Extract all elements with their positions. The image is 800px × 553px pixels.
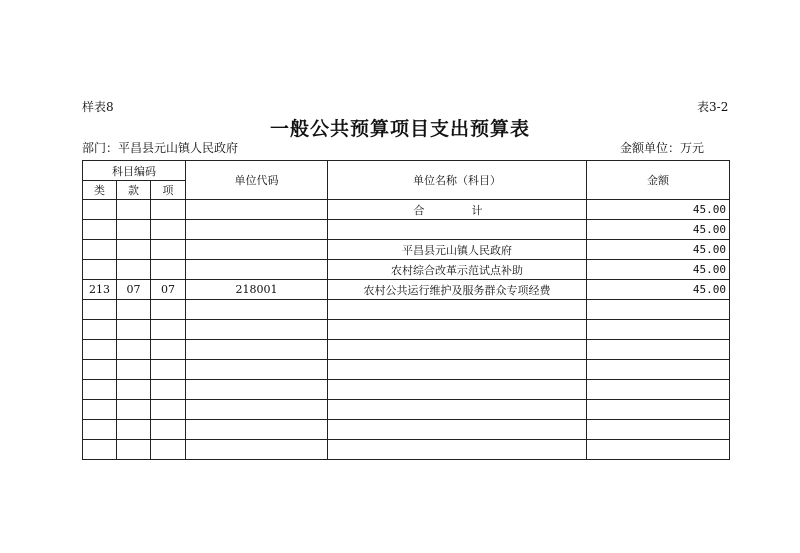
- table-row: [83, 280, 730, 300]
- cell-xiang: [151, 340, 186, 360]
- cell-kuan: [117, 420, 151, 440]
- cell-lei: [83, 240, 117, 260]
- cell-unit-code: [186, 260, 328, 280]
- cell-unit-name: [328, 320, 587, 340]
- header-xiang: 项: [151, 181, 186, 200]
- cell-kuan: [117, 360, 151, 380]
- table-body: [83, 200, 730, 460]
- cell-amount: [587, 440, 730, 460]
- header-lei: 类: [83, 181, 117, 200]
- cell-kuan: [117, 240, 151, 260]
- cell-kuan: [117, 260, 151, 280]
- cell-unit-code: [186, 240, 328, 260]
- cell-amount: [587, 420, 730, 440]
- table-row: [83, 300, 730, 320]
- cell-lei: [83, 400, 117, 420]
- cell-lei: [83, 320, 117, 340]
- cell-unit-code: [186, 340, 328, 360]
- cell-kuan: [117, 200, 151, 220]
- cell-kuan: [117, 220, 151, 240]
- table-number: 表3-2: [697, 100, 729, 114]
- cell-amount: 45.00: [587, 200, 730, 220]
- cell-lei: [83, 420, 117, 440]
- cell-amount: 45.00: [587, 240, 730, 260]
- cell-unit-name: [328, 340, 587, 360]
- cell-xiang: [151, 300, 186, 320]
- cell-unit-name: [328, 220, 587, 240]
- amount-unit-label: 金额单位：万元: [620, 141, 705, 155]
- cell-unit-code: [186, 320, 328, 340]
- cell-xiang: [151, 380, 186, 400]
- sample-number: 样表8: [82, 100, 114, 114]
- cell-unit-code: [186, 200, 328, 220]
- cell-amount: 45.00: [587, 260, 730, 280]
- cell-lei: [83, 440, 117, 460]
- cell-unit-code: [186, 300, 328, 320]
- table-row: [83, 320, 730, 340]
- cell-amount: [587, 340, 730, 360]
- cell-unit-name: [328, 440, 587, 460]
- cell-unit-code: [186, 360, 328, 380]
- cell-amount: [587, 360, 730, 380]
- cell-amount: [587, 300, 730, 320]
- cell-lei: [83, 340, 117, 360]
- table-row: [83, 400, 730, 420]
- header-amount: 金额: [587, 161, 730, 200]
- cell-unit-code: [186, 380, 328, 400]
- cell-xiang: [151, 220, 186, 240]
- cell-kuan: [117, 340, 151, 360]
- table-row: [83, 240, 730, 260]
- department-label: 部门：平昌县元山镇人民政府: [82, 141, 239, 155]
- page-title: 一般公共预算项目支出预算表: [269, 118, 530, 140]
- cell-lei: [83, 360, 117, 380]
- cell-xiang: [151, 400, 186, 420]
- cell-unit-code: [186, 440, 328, 460]
- cell-kuan: [117, 380, 151, 400]
- cell-kuan: [117, 300, 151, 320]
- header-unit-name: 单位名称（科目）: [328, 161, 587, 200]
- cell-unit-name: [328, 400, 587, 420]
- cell-lei: [83, 200, 117, 220]
- cell-kuan: [117, 400, 151, 420]
- cell-xiang: [151, 260, 186, 280]
- cell-xiang: [151, 200, 186, 220]
- cell-xiang: [151, 320, 186, 340]
- cell-unit-name: 平昌县元山镇人民政府: [328, 240, 587, 260]
- table-row: [83, 340, 730, 360]
- cell-kuan: [117, 320, 151, 340]
- cell-unit-code: 218001: [186, 280, 328, 300]
- cell-unit-name: [328, 420, 587, 440]
- cell-unit-code: [186, 400, 328, 420]
- cell-xiang: [151, 360, 186, 380]
- table-row: [83, 380, 730, 400]
- table-row: [83, 200, 730, 220]
- table-row: [83, 360, 730, 380]
- cell-unit-code: [186, 220, 328, 240]
- budget-table: [82, 160, 730, 460]
- cell-amount: [587, 380, 730, 400]
- cell-lei: [83, 220, 117, 240]
- cell-amount: [587, 400, 730, 420]
- table-row: [83, 440, 730, 460]
- cell-unit-name: 农村公共运行维护及服务群众专项经费: [328, 280, 587, 300]
- cell-unit-name: [328, 300, 587, 320]
- cell-unit-name: [328, 360, 587, 380]
- cell-amount: 45.00: [587, 280, 730, 300]
- table-row: [83, 420, 730, 440]
- cell-xiang: [151, 240, 186, 260]
- table-row: [83, 260, 730, 280]
- cell-kuan: 07: [117, 280, 151, 300]
- cell-lei: [83, 260, 117, 280]
- cell-unit-name: 合 计: [328, 200, 587, 220]
- cell-lei: [83, 300, 117, 320]
- cell-kuan: [117, 440, 151, 460]
- cell-unit-name: 农村综合改革示范试点补助: [328, 260, 587, 280]
- cell-lei: [83, 380, 117, 400]
- cell-xiang: [151, 420, 186, 440]
- header-unit-code: 单位代码: [186, 161, 328, 200]
- header-subject-code: 科目编码: [83, 161, 186, 181]
- cell-amount: [587, 320, 730, 340]
- header-kuan: 款: [117, 181, 151, 200]
- cell-xiang: 07: [151, 280, 186, 300]
- cell-lei: 213: [83, 280, 117, 300]
- table-row: [83, 220, 730, 240]
- cell-unit-name: [328, 380, 587, 400]
- cell-amount: 45.00: [587, 220, 730, 240]
- cell-xiang: [151, 440, 186, 460]
- cell-unit-code: [186, 420, 328, 440]
